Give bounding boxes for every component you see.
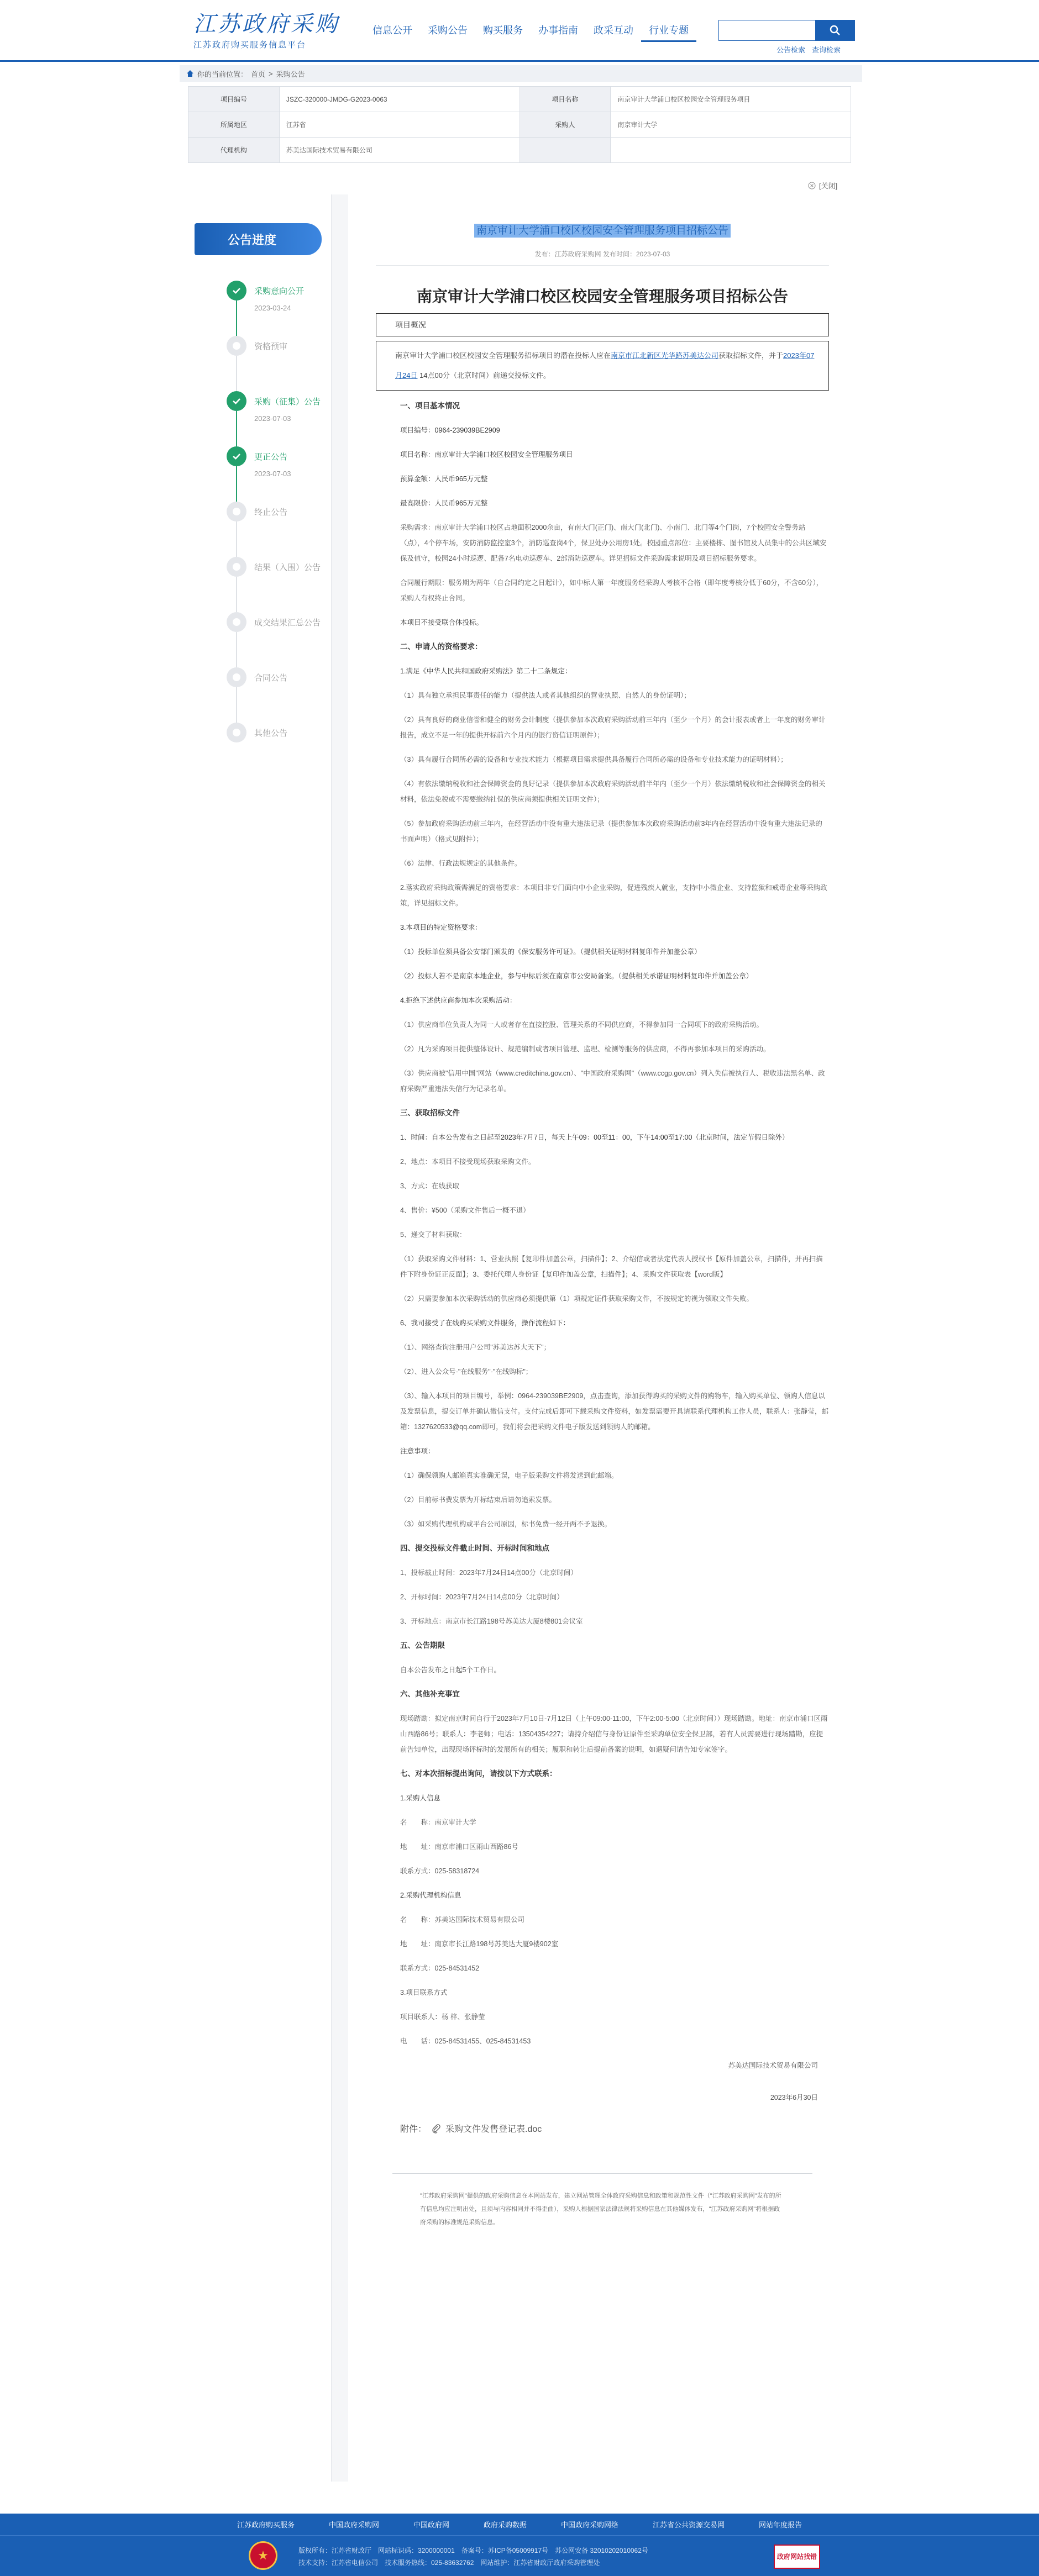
notice-paragraph: 5、递交了材料获取： (400, 1231, 466, 1239)
info-label: 项目编号 (188, 87, 280, 112)
overview-text: 14点00分（北京时间）前递交投标文件。 (417, 371, 551, 380)
info-label (520, 138, 611, 163)
signature-org: 苏美达国际技术贸易有限公司 (728, 2062, 818, 2069)
notice-paragraph: 项目联系人：杨 梓、张静莹 (400, 2013, 485, 2021)
signature-date: 2023年6月30日 (770, 2094, 818, 2101)
progress-step-label: 成交结果汇总公告 (254, 618, 321, 628)
footer-support: 技术支持：江苏省电信公司 技术服务热线：025-83632762 网站维护：江苏省财政厅政府采购管理处 (298, 2559, 600, 2567)
progress-step-label: 其他公告 (254, 729, 288, 738)
info-label: 代理机构 (188, 138, 280, 163)
overview-label: 项目概况 (376, 313, 829, 336)
section-heading: 一、项目基本情况 (400, 402, 460, 410)
progress-step-label: 终止公告 (254, 508, 288, 517)
progress-step-label: 采购意向公开 (254, 287, 305, 296)
notice-paragraph: （1）供应商单位负责人为同一人或者存在直接控股、管理关系的不同供应商，不得参加同一合同项下的政府采购活动。 (400, 1021, 763, 1029)
progress-step-label: 更正公告 (254, 452, 288, 462)
sidebar-title: 公告进度 (195, 223, 322, 255)
notice-paragraph: 1.满足《中华人民共和国政府采购法》第二十二条规定： (400, 667, 572, 675)
attachment-label: 附件： (400, 2125, 427, 2134)
footer-link[interactable]: 中国政府采购网络 (561, 2521, 619, 2529)
project-info-table (188, 86, 851, 163)
pending-circle-icon (227, 612, 246, 632)
progress-step[interactable] (227, 612, 332, 667)
notice-paragraph: 6、我司接受了在线购买采购文件服务，操作流程如下： (400, 1319, 570, 1327)
progress-step-label: 采购（征集）公告 (254, 397, 321, 407)
nav-item-purchase-service[interactable]: 购买服务 (483, 25, 523, 36)
notice-paragraph: 3、方式：在线获取 (400, 1182, 459, 1190)
progress-connector (236, 411, 237, 446)
footer-link[interactable]: 江苏省公共资源交易网 (653, 2521, 725, 2529)
notice-paragraph: （3）供应商被"信用中国"网站（www.creditchina.gov.cn）、"中国政府采购网"（www.ccgp.gov.cn）列入失信被执行人、税收违法黑名单、政府采购严重违法失信行为记录名单。 (400, 1070, 825, 1093)
notice-paragraph: （1）具有独立承担民事责任的能力（提供法人或者其他组织的营业执照、自然人的身份证明）； (400, 692, 691, 699)
progress-step[interactable] (227, 446, 332, 502)
notice-paragraph: （2）只需要参加本次采购活动的供应商必须提供第（1）项规定证件获取采购文件，不按规定的视为领取文件失败。 (400, 1295, 753, 1303)
overview-deadline: 2023年07月24日 (395, 351, 815, 380)
national-emblem-icon: ★ (249, 2541, 277, 2570)
search-button[interactable] (815, 20, 855, 41)
notice-paragraph: 注意事项： (400, 1447, 435, 1455)
site-logo[interactable] (193, 12, 359, 56)
footer-link[interactable]: 政府采购数据 (483, 2521, 527, 2529)
progress-step-date: 2023-03-24 (254, 304, 291, 312)
notice-paragraph: 现场踏勘：拟定南京时间自行于2023年7月10日-7月12日（上午09:00-11:00，下午2:00-5:00（北京时间））现场踏勘。地址：南京市浦口区雨山西路86号；联系人：李老师；电话：13504354227；请持介绍信与身份证原件至采购单位安全保卫部，若有人员需要进行现场踏勘，应提前告知单位，出现现场评标时的发展所有的相关；履职和转让后提前备案的说明，如遇疑问请告知专家签字。 (400, 1715, 828, 1753)
notice-paragraph: （3）、输入本项目的项目编号，举例：0964-239039BE2909，点击查询，添加获得购买的采购文件的购物车，输入购买单位、领购人信息以及发票信息，提交订单并确认微信支付。支付完成后即可下载采购文件资料，如发票需要开具请联系代理机构工作人员，联系人：张静莹，邮箱：1327620533@qq.com即可，我们将会把采购文件电子版发送到领购人的邮箱。 (400, 1392, 829, 1431)
pending-circle-icon (227, 557, 246, 577)
search-icon (830, 25, 841, 36)
info-label: 项目名称 (520, 87, 611, 112)
highlight-title (376, 222, 829, 237)
notice-paragraph: （1）投标单位须具备公安部门颁发的《保安服务许可证》。（提供相关证明材料复印件并加盖公章） (400, 948, 701, 956)
close-label: [关闭] (819, 182, 838, 190)
progress-step-label: 结果（入围）公告 (254, 563, 321, 572)
notice-paragraph: （2）凡为采购项目提供整体设计、规范编制或者项目管理、监理、检测等服务的供应商，不得再参加本项目的采购活动。 (400, 1045, 770, 1053)
notice-paragraph: （4）有依法缴纳税收和社会保障资金的良好记录（提供参加本次政府采购活动前半年内（至少一个月）依法缴纳税收和社会保障资金的相关材料，依法免税或不需要缴纳社保的供应商须提供相关证明文件）； (400, 780, 826, 803)
section-heading: 六、其他补充事宜 (400, 1690, 460, 1698)
nav-item-info[interactable]: 信息公开 (372, 25, 412, 36)
info-label: 采购人 (520, 112, 611, 138)
breadcrumb-current[interactable]: 采购公告 (276, 70, 305, 78)
footer-copyright: 版权所有：江苏省财政厅 网站标识码：3200000001 备案号：苏ICP备05009917号 苏公网安备 32010202010062号 (298, 2547, 648, 2554)
progress-step[interactable] (227, 723, 332, 778)
nav-item-notices[interactable]: 采购公告 (428, 25, 468, 36)
search-bar (718, 20, 855, 41)
home-icon (186, 70, 194, 77)
notice-paragraph: 自本公告发布之日起5个工作日。 (400, 1666, 501, 1674)
notice-paragraph: 项目编号：0964-239039BE2909 (400, 426, 500, 434)
notice-paragraph: （2）具有良好的商业信誉和健全的财务会计制度（提供参加本次政府采购活动前三年内（至少一个月）的会计报表或者上一年度的财务审计报告，成立不足一年的提供开标前六个月内的银行资信证明原件）； (400, 716, 826, 739)
check-circle-icon (227, 281, 246, 301)
notice-paragraph: 4、售价：¥500（采购文件售后一概不退） (400, 1207, 530, 1214)
notice-paragraph: 1、时间：自本公告发布之日起至2023年7月7日，每天上午09：00至11：00，下午14:00至17:00（北京时间，法定节假日除外） (400, 1134, 789, 1141)
notice-paragraph: （2）目前标书费发票为开标结束后请勿追索发票。 (400, 1496, 556, 1504)
notice-paragraph: 合同履行期限：服务期为两年（自合同约定之日起计），如中标人第一年度服务经采购人考核不合格（即年度考核分低于60分，不含60分），采购人有权终止合同。 (400, 579, 823, 602)
nav-item-interaction[interactable]: 政采互动 (594, 25, 633, 36)
progress-step[interactable] (227, 336, 332, 391)
disclaimer-note: "江苏政府采购网"提供的政府采购信息在本网站发布，建立网站管理全体政府采购信息和政策和规范性文件（"江苏政府采购网"发布的所有信息均应注明出处，且须与内容相同并不得歪曲），采购人根据国家法律法规将采购信息在其他媒体发布，"江苏政府采购网"将根据政府采购的标准规范采购信息。 (420, 2193, 781, 2226)
section-heading: 二、申请人的资格要求： (400, 642, 482, 651)
overview-text: 获取招标文件，并于 (718, 351, 784, 360)
progress-step[interactable] (227, 391, 332, 446)
pending-circle-icon (227, 723, 246, 742)
pending-circle-icon (227, 667, 246, 687)
info-value: JSZC-320000-JMDG-G2023-0063 (279, 87, 520, 112)
progress-step-label: 合同公告 (254, 673, 288, 683)
notice-paragraph: （3）具有履行合同所必需的设备和专业技术能力（根据项目需求提供具备履行合同所必需的设备和专业技术能力的证明材料）； (400, 756, 788, 763)
progress-connector (236, 577, 237, 612)
progress-connector (236, 687, 237, 723)
notice-paragraph: 地 址：南京市浦口区雨山西路86号 (400, 1843, 518, 1851)
breadcrumb-home[interactable]: 首页 (251, 70, 266, 78)
search-input[interactable] (718, 20, 815, 41)
section-heading: 五、公告期限 (400, 1641, 445, 1650)
info-value: 南京审计大学 (611, 112, 851, 138)
notice-paragraph: 最高限价：人民币965万元整 (400, 499, 488, 507)
overview-location-link[interactable]: 南京市江北新区光华路苏美达公司 (611, 351, 719, 360)
info-value: 江苏省 (279, 112, 520, 138)
notice-paragraph: 本项目不接受联合体投标。 (400, 619, 484, 626)
table-row (188, 87, 851, 112)
breadcrumb-separator: > (269, 69, 273, 78)
notice-paragraph: 2、开标时间：2023年7月24日14点00分（北京时间） (400, 1593, 564, 1601)
notice-paragraph: 联系方式：025-58318724 (400, 1867, 480, 1875)
notice-paragraph: 3、开标地点：南京市长江路198号苏美达大厦8楼801会议室 (400, 1618, 583, 1625)
notice-paragraph: （6）法律、行政法规规定的其他条件。 (400, 860, 522, 867)
notice-paragraph: 名 称：南京审计大学 (400, 1819, 476, 1826)
info-value: 苏美达国际技术贸易有限公司 (279, 138, 520, 163)
progress-connector (236, 301, 237, 336)
breadcrumb-prefix: 你的当前位置： (197, 70, 248, 78)
info-value (611, 138, 851, 163)
page-title: 南京审计大学浦口校区校园安全管理服务项目招标公告 (416, 287, 788, 305)
progress-step[interactable] (227, 557, 332, 612)
notice-search-link[interactable]: 公告检索 (776, 46, 806, 54)
progress-step[interactable] (227, 502, 332, 557)
footer-link[interactable]: 网站年度报告 (759, 2521, 802, 2529)
check-circle-icon (227, 391, 246, 411)
section-heading: 七、对本次招标提出询问，请按以下方式联系： (400, 1769, 557, 1778)
notice-paragraph: （5）参加政府采购活动前三年内，在经营活动中没有重大违法记录（提供参加本次政府采购活动前3年内在经营活动中没有重大违法记录的书面声明）（格式见附件）； (400, 820, 822, 843)
table-row (188, 138, 851, 163)
pending-circle-icon (227, 502, 246, 521)
progress-connector (236, 466, 237, 502)
notice-paragraph: （1）、网络查询注册用户公司"苏美达苏大天下"； (400, 1344, 551, 1351)
close-icon (808, 182, 816, 189)
notice-paragraph: 2、地点：本项目不接受现场获取采购文件。 (400, 1158, 536, 1166)
attachment (376, 2122, 829, 2135)
pending-circle-icon (227, 336, 246, 356)
notice-paragraph: 4.拒绝下述供应商参加本次采购活动： (400, 997, 517, 1004)
progress-step[interactable] (227, 667, 332, 723)
search-links (776, 44, 841, 55)
notice-paragraph: 地 址：南京市长江路198号苏美达大厦9楼902室 (400, 1940, 559, 1948)
main-content (188, 194, 857, 2482)
progress-steps (227, 281, 332, 778)
progress-connector (236, 356, 237, 391)
info-value: 南京审计大学浦口校区校园安全管理服务项目 (611, 87, 851, 112)
notice-paragraph: 1、投标截止时间：2023年7月24日14点00分（北京时间） (400, 1569, 578, 1577)
notice-paragraph: （1）获取采购文件材料：1、营业执照【复印件加盖公章，扫描件】；2、介绍信或者法定代表人授权书【原件加盖公章，扫描件，并再扫描件下附身份证正反面】；3、委托代理人身份证【复印件加盖公章，扫描件】；4、采购文件获取表【word版】 (400, 1255, 823, 1278)
paperclip-icon (431, 2124, 441, 2134)
notice-paragraph: 电 话：025-84531455、025-84531453 (400, 2037, 531, 2045)
highlight-title-text: 南京审计大学浦口校区校园安全管理服务项目招标公告 (474, 224, 731, 238)
overview-text: 南京审计大学浦口校区校园安全管理服务招标项目的潜在投标人应在 (395, 351, 611, 360)
info-label: 所属地区 (188, 112, 280, 138)
notice-paragraph: （1）确保领购人邮箱真实准确无误，电子版采购文件将发送到此邮箱。 (400, 1472, 618, 1479)
progress-connector (236, 632, 237, 667)
notice-paragraph: 项目名称：南京审计大学浦口校区校园安全管理服务项目 (400, 451, 573, 459)
logo-subtitle: 江苏政府购买服务信息平台 (193, 40, 307, 50)
overview-paragraph (376, 341, 829, 391)
notice-document (348, 194, 857, 2482)
table-row (188, 112, 851, 138)
progress-step[interactable] (227, 281, 332, 336)
logo-calligraphy: 江苏政府采购 (193, 12, 339, 37)
footer-links (0, 2514, 1039, 2536)
notice-paragraph: （3）如采购代理机构或平台公司原因，标书免费一经开两不予退换。 (400, 1520, 611, 1528)
nav-item-guide[interactable]: 办事指南 (538, 25, 578, 36)
gov-site-error-badge[interactable]: 政府网站找错 (774, 2545, 820, 2569)
section-heading: 三、获取招标文件 (400, 1109, 460, 1117)
site-footer (0, 2514, 1039, 2576)
attachment-file-link[interactable]: 采购文件发售登记表.doc (445, 2125, 542, 2134)
doc-meta: 发布：江苏政府采购网 发布时间：2023-07-03 (376, 249, 829, 266)
close-button[interactable] (808, 180, 837, 191)
notice-paragraph: 2.采购代理机构信息 (400, 1892, 461, 1899)
footer-info (298, 2545, 648, 2569)
notice-paragraph: （2）投标人若不是南京本地企业，参与中标后须在南京市公安局备案。（提供相关承诺证明材料复印件并加盖公章） (400, 972, 753, 980)
check-circle-icon (227, 446, 246, 466)
footer-link[interactable]: 中国政府采购网 (328, 2521, 379, 2529)
breadcrumb (180, 65, 862, 82)
progress-sidebar (188, 194, 332, 2482)
notice-paragraph: 预算金额：人民币965万元整 (400, 475, 488, 483)
site-header (0, 0, 1039, 62)
progress-step-date: 2023-07-03 (254, 470, 291, 478)
notice-body (376, 398, 829, 2049)
footer-link[interactable]: 江苏政府购买服务 (237, 2521, 295, 2529)
notice-paragraph: 3.项目联系方式 (400, 1989, 448, 1996)
nav-item-topics[interactable]: 行业专题 (641, 22, 696, 42)
section-heading: 四、提交投标文件截止时间、开标时间和地点 (400, 1544, 549, 1552)
progress-step-label: 资格预审 (254, 342, 288, 351)
notice-paragraph: 联系方式：025-84531452 (400, 1964, 480, 1972)
notice-paragraph: 3.本项目的特定资格要求： (400, 924, 482, 931)
notice-paragraph: （2）、进入公众号-"在线服务"-"在线购标"； (400, 1368, 533, 1376)
notice-paragraph: 2.落实政府采购政策需满足的资格要求：本项目非专门面向中小企业采购，促进残疾人就业，支持中小微企业、支持监狱和戒毒企业等采购政策，详见招标文件。 (400, 884, 827, 907)
notice-paragraph: 名 称：苏美达国际技术贸易有限公司 (400, 1916, 525, 1924)
footer-link[interactable]: 中国政府网 (413, 2521, 449, 2529)
progress-step-date: 2023-07-03 (254, 414, 291, 423)
notice-paragraph: 1.采购人信息 (400, 1794, 440, 1802)
notice-paragraph: 采购需求：南京审计大学浦口校区占地面积2000余亩，有南大门(正门)、南大门(北门)、小南门、北门等4个门岗，7个校园安全警务站（点），4个停车场，安防消防监控室3个，消防巡查岗4个，保卫处办公用房1处。校园重点部位：主要楼栋、图书馆及人员集中的公共区域安保及值守，校园24小时巡逻、配备7名电动巡逻车、2部消防巡逻车。详见招标文件采购需求说明及项目招标服务要求。 (400, 524, 827, 562)
main-nav (365, 22, 696, 42)
progress-connector (236, 521, 237, 557)
query-search-link[interactable]: 查询检索 (812, 46, 841, 54)
